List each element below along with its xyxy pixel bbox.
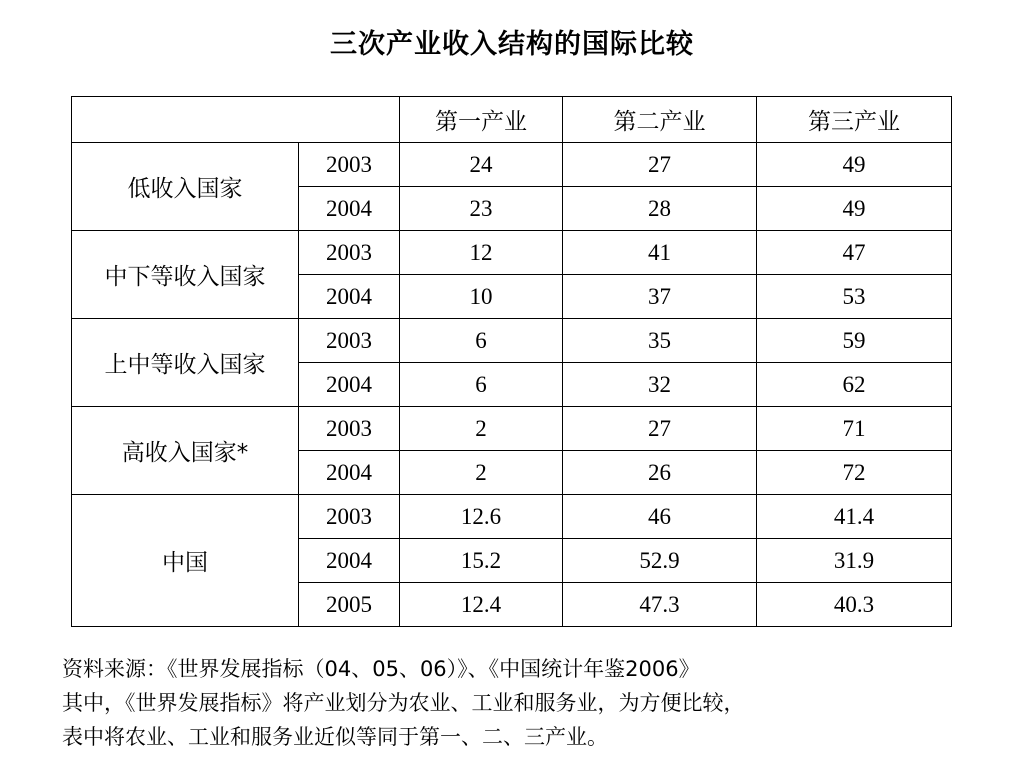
- value-cell: 49: [757, 187, 952, 231]
- value-cell: 23: [400, 187, 563, 231]
- value-cell: 53: [757, 275, 952, 319]
- footnote-line: 表中将农业、工业和服务业近似等同于第一、二、三产业。: [62, 725, 608, 749]
- year-cell: 2003: [299, 495, 400, 539]
- year-cell: 2004: [299, 451, 400, 495]
- value-cell: 27: [563, 407, 757, 451]
- column-header: 第一产业: [400, 97, 563, 143]
- value-cell: 41: [563, 231, 757, 275]
- value-cell: 32: [563, 363, 757, 407]
- year-cell: 2004: [299, 363, 400, 407]
- table-row: [72, 143, 952, 187]
- value-cell: 12: [400, 231, 563, 275]
- table-row: [72, 407, 952, 451]
- value-cell: 6: [400, 363, 563, 407]
- table-header-corner: [72, 97, 400, 143]
- value-cell: 10: [400, 275, 563, 319]
- value-cell: 12.4: [400, 583, 563, 627]
- year-cell: 2003: [299, 407, 400, 451]
- footnote-line: 资料来源：《世界发展指标（04、05、06）》、《中国统计年鉴2006》: [62, 657, 700, 681]
- value-cell: 59: [757, 319, 952, 363]
- page-title: 三次产业收入结构的国际比较: [330, 29, 694, 60]
- value-cell: 28: [563, 187, 757, 231]
- year-cell: 2003: [299, 319, 400, 363]
- value-cell: 2: [400, 407, 563, 451]
- value-cell: 15.2: [400, 539, 563, 583]
- table-header-row: [72, 97, 952, 143]
- value-cell: 2: [400, 451, 563, 495]
- year-cell: 2003: [299, 231, 400, 275]
- group-label: 上中等收入国家: [72, 319, 299, 407]
- value-cell: 72: [757, 451, 952, 495]
- table-row: [72, 231, 952, 275]
- value-cell: 40.3: [757, 583, 952, 627]
- value-cell: 37: [563, 275, 757, 319]
- value-cell: 12.6: [400, 495, 563, 539]
- group-label: 高收入国家*: [72, 407, 299, 495]
- value-cell: 26: [563, 451, 757, 495]
- table-row: [72, 495, 952, 539]
- group-label: 低收入国家: [72, 143, 299, 231]
- industry-structure-table: [71, 96, 952, 627]
- value-cell: 27: [563, 143, 757, 187]
- year-cell: 2004: [299, 275, 400, 319]
- table-body: [72, 143, 952, 627]
- table-row: [72, 319, 952, 363]
- footnote: [62, 652, 1012, 754]
- value-cell: 47: [757, 231, 952, 275]
- value-cell: 6: [400, 319, 563, 363]
- value-cell: 49: [757, 143, 952, 187]
- group-label: 中国: [72, 495, 299, 627]
- column-header: 第二产业: [563, 97, 757, 143]
- year-cell: 2004: [299, 539, 400, 583]
- value-cell: 46: [563, 495, 757, 539]
- footnote-line: 其中，《世界发展指标》将产业划分为农业、工业和服务业，为方便比较，: [62, 691, 745, 715]
- value-cell: 71: [757, 407, 952, 451]
- value-cell: 24: [400, 143, 563, 187]
- value-cell: 52.9: [563, 539, 757, 583]
- value-cell: 62: [757, 363, 952, 407]
- value-cell: 47.3: [563, 583, 757, 627]
- column-header: 第三产业: [757, 97, 952, 143]
- year-cell: 2004: [299, 187, 400, 231]
- year-cell: 2005: [299, 583, 400, 627]
- year-cell: 2003: [299, 143, 400, 187]
- group-label: 中下等收入国家: [72, 231, 299, 319]
- value-cell: 31.9: [757, 539, 952, 583]
- value-cell: 35: [563, 319, 757, 363]
- value-cell: 41.4: [757, 495, 952, 539]
